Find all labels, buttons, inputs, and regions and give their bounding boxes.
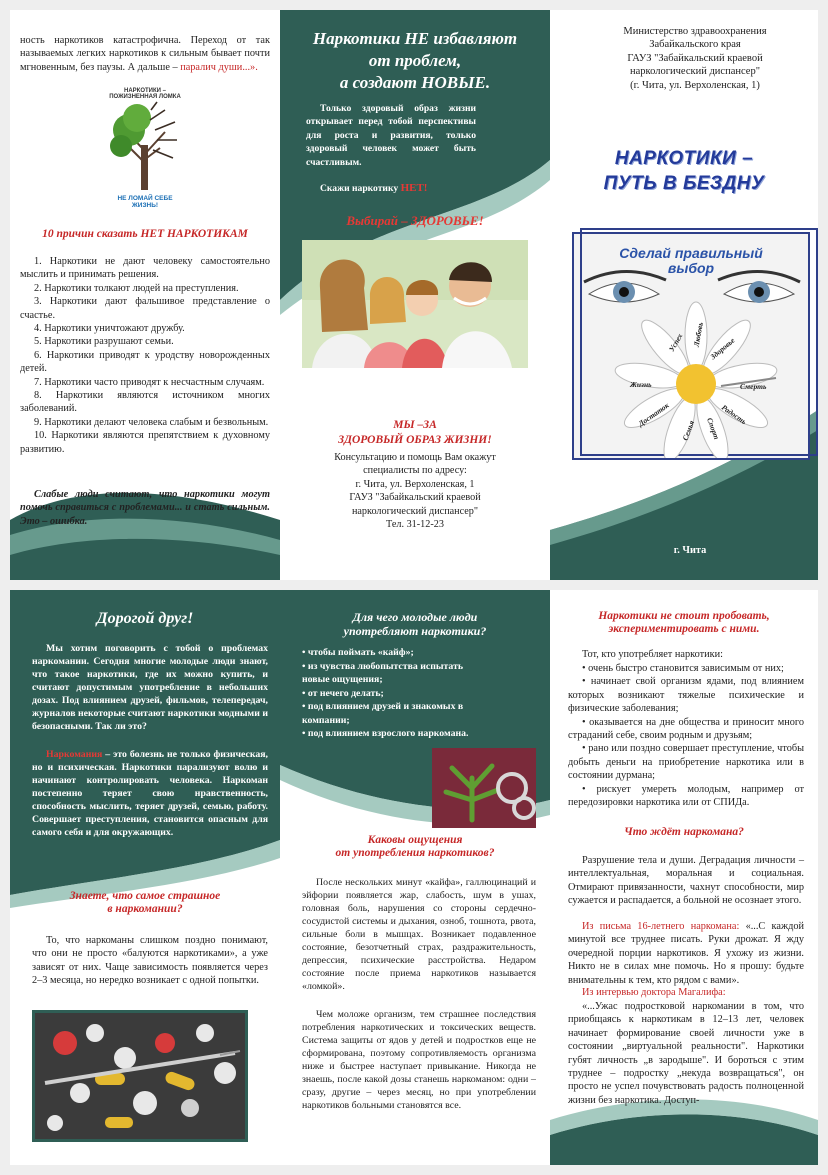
pills-photo [32, 1010, 248, 1142]
reasons-title: 10 причин сказать НЕТ НАРКОТИКАМ [42, 228, 248, 240]
petal-label: Семья [680, 419, 697, 442]
list-item: 7. Наркотики часто приводят к несчастным случаям. [34, 376, 265, 388]
consequences-list [568, 662, 804, 809]
cannabis-image [432, 748, 536, 828]
tree-caption-bottom: НЕ ЛОМАЙ СЕБЕ ЖИЗНЬ! [117, 195, 173, 209]
cannabis-photo [432, 748, 536, 828]
list-item: 3. Наркотики дают фальшивое представление о счастье. [20, 296, 270, 321]
closing-text: Слабые люди считают, что наркотики могут помочь справиться с проблемами... и стать сильным. Это – ошибка. [20, 489, 270, 527]
greeting: Дорогой друг! [96, 610, 194, 627]
list-item: • из чувства любопытства испытать новые ощущения; [302, 660, 464, 685]
interview-label: Из интервью доктора Магалифа: [582, 987, 726, 998]
panel-cover [550, 10, 818, 580]
list-item: • под влиянием взрослого наркомана. [302, 728, 469, 739]
petal-label: Здоровье [708, 335, 737, 362]
list-item: 9. Наркотики делают человека слабым и безвольным. [34, 416, 269, 428]
addiction-text: Наркомания – это болезнь не только физическая, но и психическая. Наркотики парализуют волю и начинают контролировать человека. Наркоман постепенно теряет свою нравственность, способность мыслить, теряет друзей, семью, работу. Совершает преступления, становится опасным для самого себя и для окружающих. [32, 749, 268, 838]
list-item: • оказывается на дне общества и приносит много страданий себе, своим родным и друзьям; [568, 716, 804, 742]
brochure-inner-side [10, 590, 818, 1165]
tree-illustration [105, 88, 185, 223]
intro-text: ность наркотиков катастрофична. Переход от так называемых легких наркотиков к сильным бывает почти мгновенным, без паузы. А дальше – паралич души...». [20, 35, 270, 73]
panel-dear-friend [10, 590, 280, 1165]
panel-reasons [10, 10, 280, 580]
ministry-header: Министерство здравоохранения Забайкальского края ГАУЗ "Забайкальский краевой наркологический диспансер" (г. Чита, ул. Верхоленская, 1) [623, 26, 767, 91]
slogan: МЫ –ЗА ЗДОРОВЫЙ ОБРАЗ ЖИЗНИ! [338, 419, 492, 446]
brochure-outer-side [10, 10, 818, 580]
headline: Наркотики НЕ избавляют от проблем, а создают НОВЫЕ. [312, 29, 518, 92]
intro-text: Мы хотим поговорить с тобой о проблемах наркомании. Сегодня многие молодые люди знают, что такое наркотики, где их можно купить, и считают допустимым употребление в небольших дозах. Под влиянием друзей, фильмов, телепередач, журналов некоторые считают наркотики модными и безопасными. Так ли это? [32, 643, 268, 732]
panel-why [280, 590, 550, 1165]
why-title: Для чего молодые люди употребляют наркотики? [343, 610, 487, 638]
dont-try-title: Наркотики не стоит пробовать, экспериментировать с ними. [598, 610, 770, 635]
what-text: Разрушение тела и души. Деградация личности – интеллектуальная, моральная и социальная. Отмирают привязанности, чахнут способности, мир сужается и распадается, а больной не осознает этого. [568, 855, 804, 907]
list-item: • рискует умереть молодым, например от передозировки наркотика или от СПИДа. [568, 783, 804, 809]
scary-title: Знаете, что самое страшное в наркомании? [69, 890, 221, 915]
why-list [302, 646, 492, 741]
contact-info: Консультацию и помощь Вам окажут специалисты по адресу: г. Чита, ул. Верхоленская, 1 ГАУЗ "Забайкальский краевой наркологический диспансер" Тел. 31-12-23 [334, 452, 496, 531]
list-item: 8. Наркотики являются источником многих заболеваний. [20, 390, 270, 415]
petal-label: Смерть [740, 382, 767, 391]
list-item: • чтобы поймать «кайф»; [302, 647, 414, 658]
what-title: Что ждёт наркомана? [624, 826, 744, 838]
list-item: 10. Наркотики являются препятствием к духовному развитию. [20, 430, 270, 455]
letter-text: Из письма 16-летнего наркомана: «...С каждой минутой все труднее писать. Руки дрожат. Я жду очередной порции наркотиков. Я ухожу из жизни. Никто не в силах мне помочь. Но я прошу: будьте внимательны к тем, кто рядом с вами». [568, 921, 804, 986]
feel-text-2: Чем моложе организм, тем страшнее последствия потребления наркотических и токсических веществ. Система защиты от ядов у детей и подростков еще не сформирована, поэтому сопротивляемость организма ниже и быстрее наступает привыкание. Никогда не знаешь, после какой дозы станешь наркоманом: одни – сразу, другие – через месяц, но при употреблении наркотиков больными становятся все. [302, 1009, 536, 1111]
choice-caption: Сделай правильный выбор [619, 245, 763, 276]
feel-title: Каковы ощущения от употребления наркотиков? [335, 834, 495, 859]
city-label: г. Чита [673, 545, 707, 556]
tree-caption-top: НАРКОТИКИ – ПОЖИЗНЕННАЯ ЛОМКА [109, 88, 181, 100]
list-item: • от нечего делать; [302, 687, 384, 699]
cover-image [572, 232, 810, 460]
list-item: • начинает свой организм ядами, под влиянием которых возникают тяжелые психические и физические заболевания; [568, 676, 804, 715]
cover-title: НАРКОТИКИ – ПУТЬ В БЕЗДНУ [603, 148, 765, 194]
reasons-list [20, 255, 270, 456]
petal-label: Успех [666, 331, 685, 354]
petal-label: Достаток [636, 400, 671, 429]
list-item: 2. Наркотики толкают людей на преступления. [34, 282, 239, 294]
list-item: 4. Наркотики уничтожают дружбу. [34, 323, 185, 335]
feel-text: После нескольких минут «кайфа», галлюцинаций и эйфории появляется жар, слабость, шум в ушах, головная боль, нарушения со стороны сердечно-сосудистой системы и дыхания, озноб, тошнота, рвота, сильные боли в мышцах. Возникает подавленное состояние, безотчетный страх, раздражительность, депрессия, психические расстройства. Недаром состояние после приема наркотиков называется «ломкой». [302, 877, 536, 992]
healthy-text: Только здоровый образ жизни открывает перед тобой перспективы для роста и развития, только здоровый человек может быть счастливым. [306, 103, 476, 168]
say-no: Скажи наркотику НЕТ! [320, 182, 428, 194]
scary-text: То, что наркоманы слишком поздно понимают, что они не просто «балуются наркотиками», а уже зависят от них. Чаще зависимость появляется через 2–3 месяца, но нередко возникает с одной попытки. [32, 935, 268, 987]
petal-label: Радость [719, 402, 749, 427]
interview-text: «...Ужас подростковой наркомании в том, что приобщаясь к наркотикам в 12–13 лет, человек начинает формирование своей личности уже в состоянии „виртуальной реальности". Наркотики губят личность „в зародыше". И бороться с этим труднее – подростку „некуда возвращаться", он просто не успел почувствовать радость полноценной жизни без наркотика. Доступ- [568, 1001, 804, 1106]
daisy-petal-labels [574, 234, 808, 458]
list-item: 6. Наркотики приводят к уродству новорожденных детей. [20, 349, 270, 375]
petal-label: Жизнь [630, 380, 652, 389]
panel-healthy-life [280, 10, 550, 580]
petal-label: Любовь [691, 321, 705, 348]
list-item: • рано или поздно совершает преступление, чтобы добыть деньги на приобретение наркотика или в состоянии дурмана; [568, 743, 804, 782]
choose-health: Выбирай – ЗДОРОВЬЕ! [346, 213, 484, 228]
list-item: 1. Наркотики не дают человеку самостоятельно мыслить и принимать решения. [20, 256, 270, 281]
who-text: Тот, кто употребляет наркотики: [582, 649, 723, 660]
list-item: • очень быстро становится зависимым от них; [582, 663, 784, 674]
panel-dont-try [550, 590, 818, 1165]
petal-label: Спорт [705, 416, 722, 441]
list-item: • под влиянием друзей и знакомых в компании; [302, 701, 464, 726]
list-item: 5. Наркотики разрушают семьи. [34, 336, 174, 348]
family-image [302, 240, 528, 368]
pills-image [35, 1013, 245, 1139]
family-photo [302, 240, 528, 368]
tree-icon [105, 100, 185, 195]
